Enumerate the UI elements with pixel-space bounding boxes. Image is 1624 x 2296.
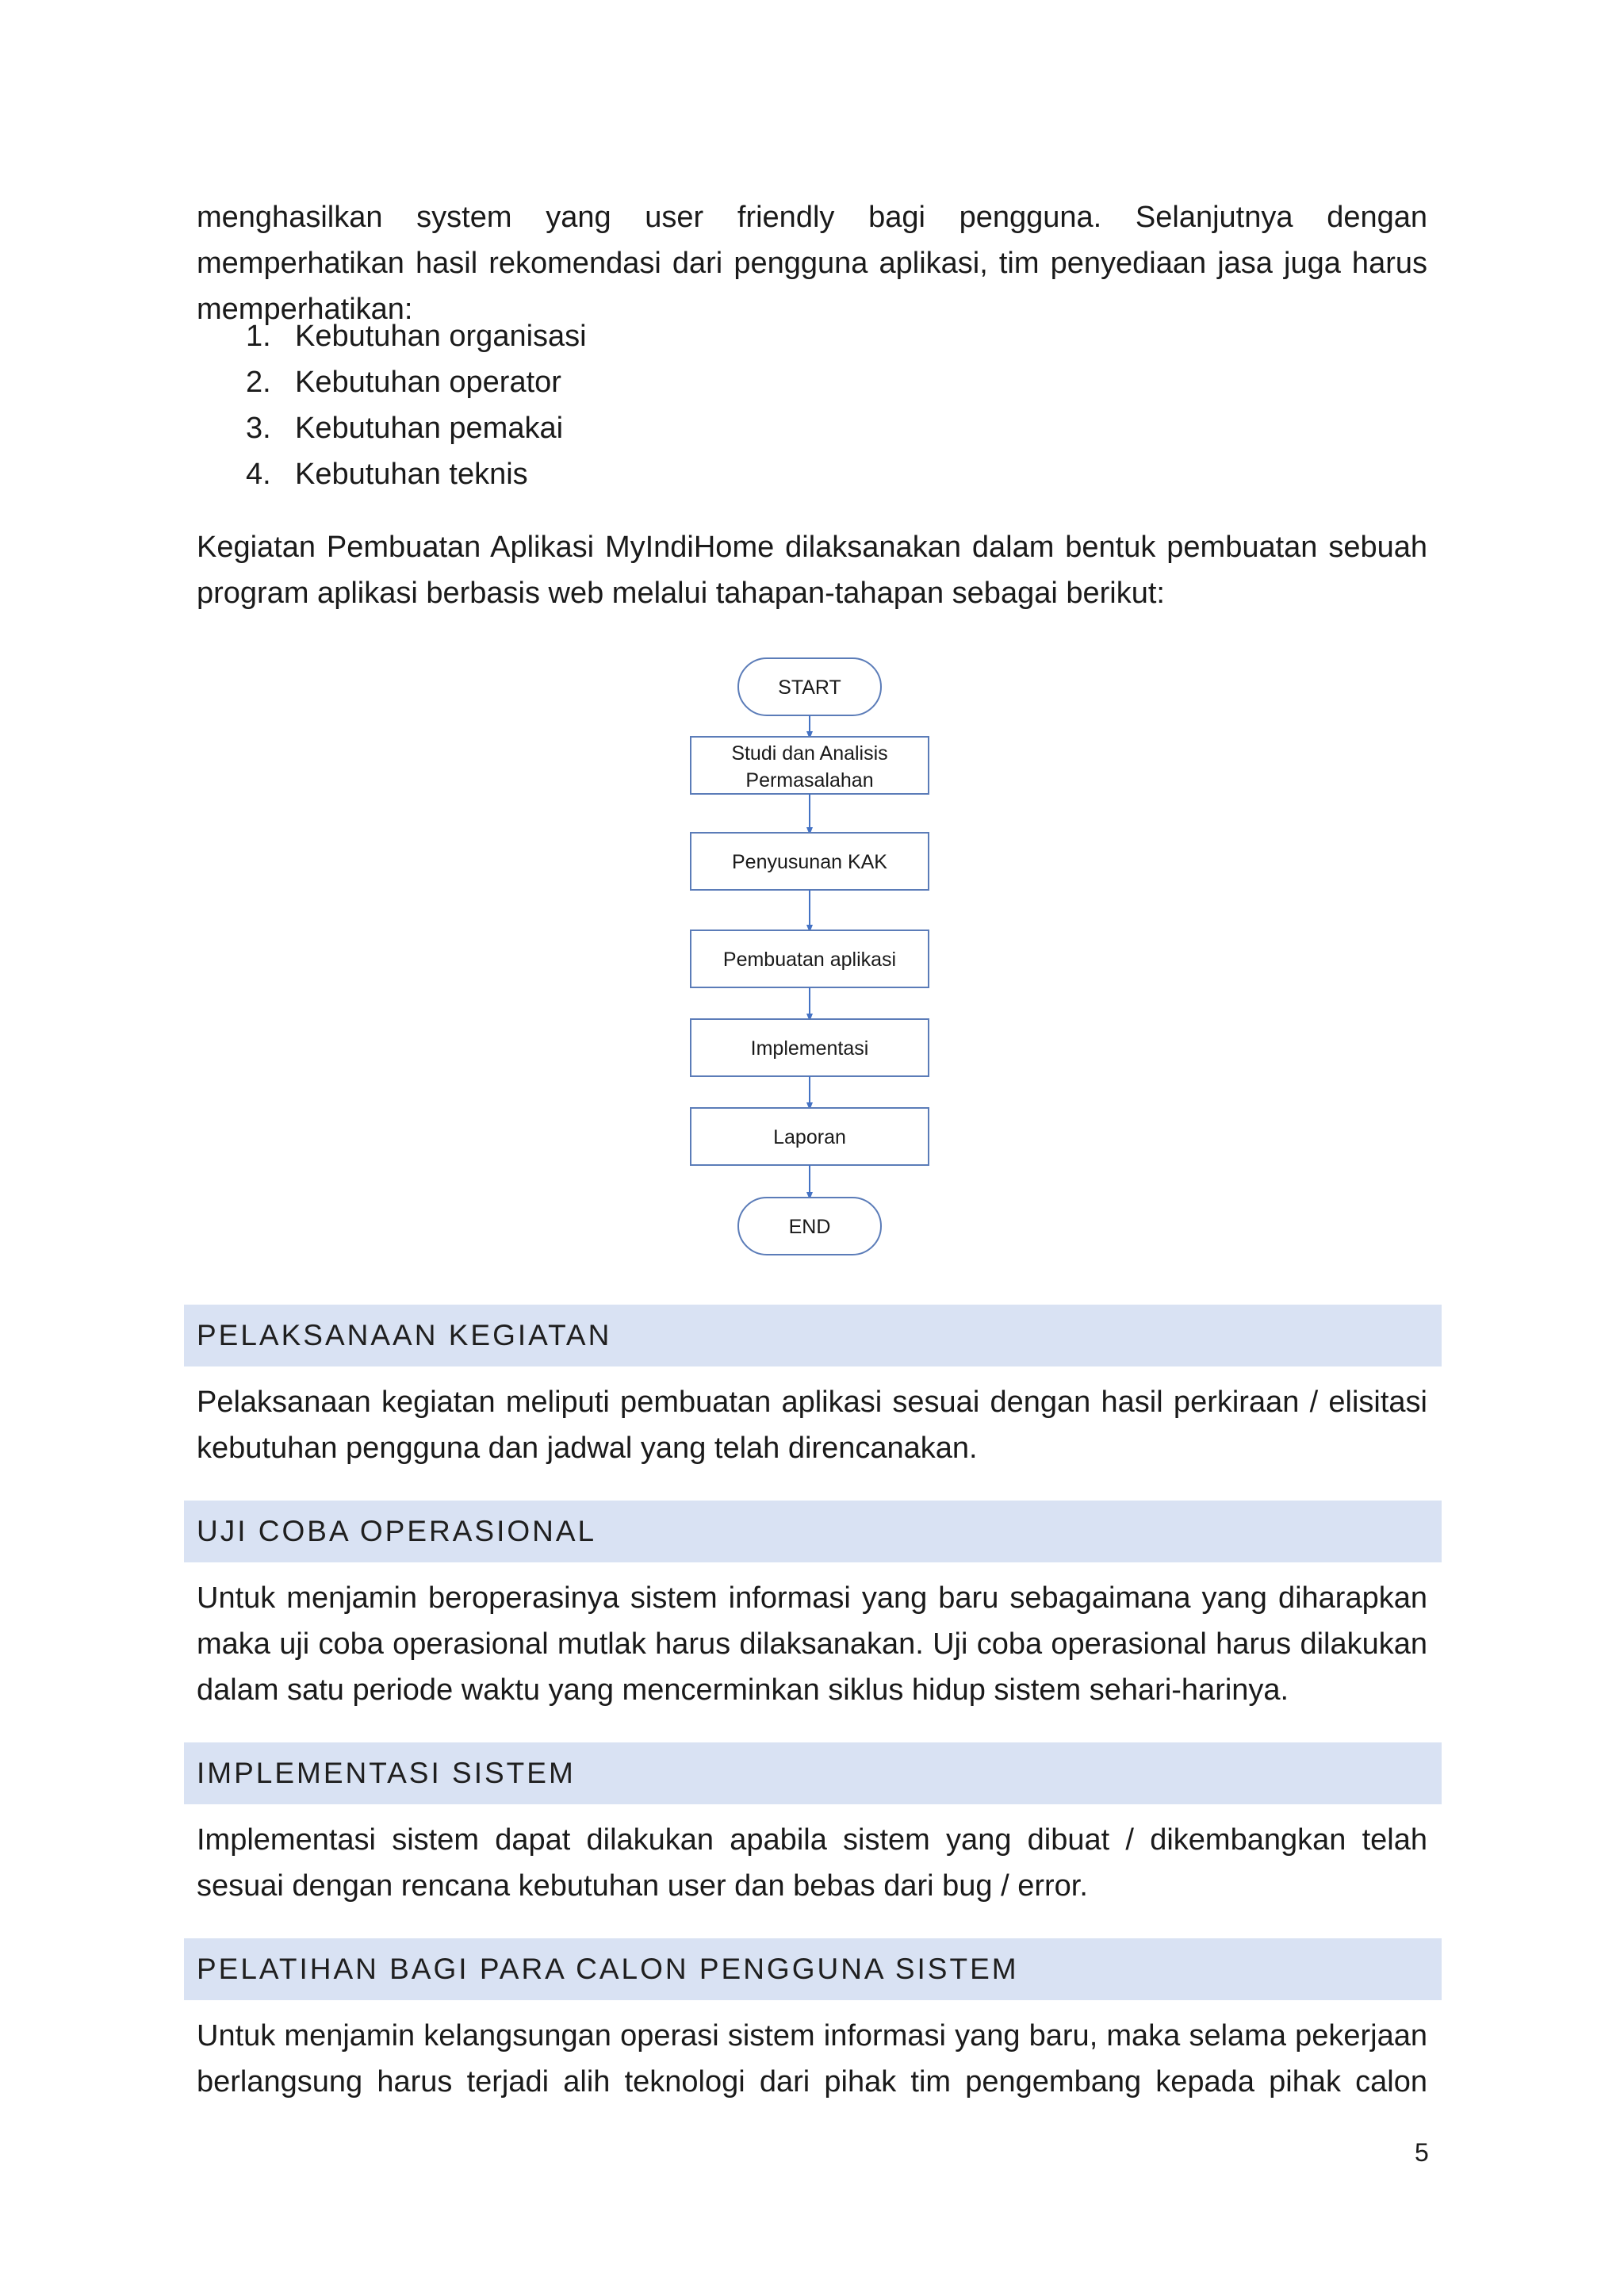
section-heading: IMPLEMENTASI SISTEM: [197, 1757, 576, 1789]
list-item-number: 4.: [246, 458, 271, 491]
section-body-implementasi: Implementasi sistem dapat dilakukan apabila sistem yang dibuat / dikembangkan telah sesuai dengan rencana kebutuhan user dan bebas dari bug / error.: [197, 1823, 1427, 1903]
list-item-label: Kebutuhan operator: [295, 366, 561, 399]
list-item-number: 1.: [246, 320, 271, 353]
requirements-list: [197, 313, 587, 497]
process-flowchart: [666, 646, 959, 1269]
list-item: [197, 313, 587, 359]
list-item: [197, 405, 587, 451]
section-body-pelaksanaan: Pelaksanaan kegiatan meliputi pembuatan aplikasi sesuai dengan hasil perkiraan / elisitasi kebutuhan pengguna dan jadwal yang telah direncanakan.: [197, 1386, 1427, 1465]
section-heading: UJI COBA OPERASIONAL: [197, 1515, 597, 1547]
flowchart-step-build-label: Pembuatan aplikasi: [722, 949, 897, 971]
flowchart-step-kak-label: Penyusunan KAK: [732, 851, 887, 873]
section-header-uji-coba: [184, 1501, 1442, 1562]
section-header-implementasi: [184, 1742, 1442, 1804]
section-body-uji-coba: Untuk menjamin beroperasinya sistem informasi yang baru sebagaimana yang diharapkan maka uji coba operasional mutlak harus dilaksanakan. Uji coba operasional harus dilakukan dalam satu periode waktu yang mencerminkan siklus hidup sistem sehari-harinya.: [197, 1581, 1427, 1707]
list-item-number: 2.: [246, 366, 271, 399]
intro-paragraph: menghasilkan system yang user friendly bagi pengguna. Selanjutnya dengan memperhatikan hasil rekomendasi dari pengguna aplikasi, tim penyediaan jasa juga harus memperhatikan:: [197, 201, 1427, 326]
list-item: [197, 359, 587, 405]
section-body-pelatihan: Untuk menjamin kelangsungan operasi sistem informasi yang baru, maka selama pekerjaan berlangsung harus terjadi alih teknologi dari pihak tim pengembang kepada pihak calon: [197, 2019, 1427, 2099]
list-item-label: Kebutuhan pemakai: [295, 412, 564, 445]
flowchart-step-implement-label: Implementasi: [750, 1037, 869, 1060]
section-header-pelaksanaan: [184, 1305, 1442, 1366]
section-heading: PELATIHAN BAGI PARA CALON PENGGUNA SISTEM: [197, 1953, 1019, 1985]
flowchart-start-label: START: [778, 677, 841, 699]
list-item-label: Kebutuhan organisasi: [295, 320, 587, 353]
flowchart-step-study-line2: Permasalahan: [745, 769, 874, 792]
section-heading: PELAKSANAAN KEGIATAN: [197, 1319, 612, 1351]
activity-paragraph: Kegiatan Pembuatan Aplikasi MyIndiHome dilaksanakan dalam bentuk pembuatan sebuah program aplikasi berbasis web melalui tahapan-tahapan sebagai berikut:: [197, 531, 1427, 610]
list-item: [197, 451, 587, 497]
list-item-label: Kebutuhan teknis: [295, 458, 528, 491]
flowchart-end-label: END: [788, 1216, 831, 1238]
section-header-pelatihan: [184, 1938, 1442, 2000]
flowchart-step-study-line1: Studi dan Analisis: [731, 742, 888, 765]
list-item-number: 3.: [246, 412, 271, 445]
page-number: 5: [1415, 2138, 1429, 2167]
flowchart-step-report-label: Laporan: [773, 1126, 846, 1148]
